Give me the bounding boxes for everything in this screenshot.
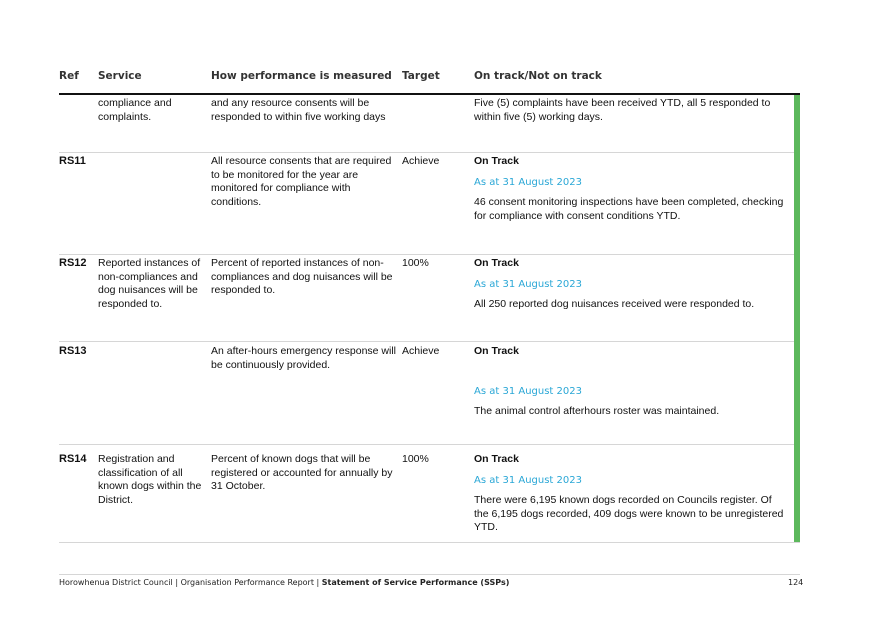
- row-rs13-measure: An after-hours emergency response will be continuously provided.: [211, 345, 397, 371]
- row-rs12-measure: Percent of reported instances of non-compliances and dog nuisances will be responded to.: [211, 257, 393, 296]
- row-rs14-measure: Percent of known dogs that will be registered or accounted for annually by 31 October.: [211, 453, 393, 492]
- row-ref-rs12: RS12: [59, 257, 87, 269]
- row-divider: [59, 444, 794, 445]
- status-accent-bar: [794, 95, 800, 543]
- column-header-target: Target: [402, 70, 440, 82]
- column-header-measure: How performance is measured: [211, 70, 392, 82]
- row-divider: [59, 152, 794, 153]
- row-rs14-target: 100%: [402, 453, 429, 465]
- row-rs12-service: Reported instances of non-compliances and dog nuisances will be responded to.: [98, 257, 201, 310]
- footer-divider: [59, 574, 800, 575]
- row-ref-rs13: RS13: [59, 345, 87, 357]
- row-rs11-as-at: As at 31 August 2023: [474, 177, 582, 188]
- row-rs12-status: On Track: [474, 257, 519, 269]
- row-rs12-as-at: As at 31 August 2023: [474, 279, 582, 290]
- column-header-ref: Ref: [59, 70, 79, 82]
- row-ref-rs11: RS11: [59, 155, 86, 167]
- footer-text: [59, 578, 509, 587]
- row-rs14-as-at: As at 31 August 2023: [474, 475, 582, 486]
- table-bottom-border: [59, 542, 800, 543]
- column-header-status: On track/Not on track: [474, 70, 602, 82]
- row-rs14-status: On Track: [474, 453, 519, 465]
- row-rs13-target: Achieve: [402, 345, 440, 357]
- row-continued-comment: Five (5) complaints have been received YTD, all 5 responded to within five (5) working days.: [474, 97, 771, 123]
- row-rs13-comment: The animal control afterhours roster was maintained.: [474, 405, 720, 417]
- row-rs11-status: On Track: [474, 155, 519, 167]
- row-continued-measure: and any resource consents will be responded to within five working days: [211, 97, 386, 123]
- page-number: 124: [788, 578, 804, 587]
- row-rs12-target: 100%: [402, 257, 429, 269]
- row-rs14-comment: There were 6,195 known dogs recorded on Councils register. Of the 6,195 dogs recorded, 409 dogs were known to be unregistered YTD.: [474, 494, 784, 533]
- header-divider: [59, 93, 800, 95]
- footer-org: Horowhenua District Council | Organisation Performance Report |: [59, 578, 322, 587]
- footer-section: Statement of Service Performance (SSPs): [321, 578, 510, 587]
- row-rs13-status: On Track: [474, 345, 519, 357]
- row-ref-rs14: RS14: [59, 453, 87, 465]
- row-rs11-measure: All resource consents that are required to be monitored for the year are monitored for compliance with conditions.: [211, 155, 392, 208]
- row-rs12-comment: All 250 reported dog nuisances received were responded to.: [474, 298, 755, 310]
- row-rs11-target: Achieve: [402, 155, 440, 167]
- row-rs14-service: Registration and classification of all known dogs within the District.: [98, 453, 202, 506]
- row-continued-service: compliance and complaints.: [98, 97, 172, 123]
- row-divider: [59, 254, 794, 255]
- row-rs13-as-at: As at 31 August 2023: [474, 386, 582, 397]
- column-header-service: Service: [98, 70, 142, 82]
- row-rs11-comment: 46 consent monitoring inspections have been completed, checking for compliance with consent conditions YTD.: [474, 196, 784, 222]
- row-divider: [59, 341, 794, 342]
